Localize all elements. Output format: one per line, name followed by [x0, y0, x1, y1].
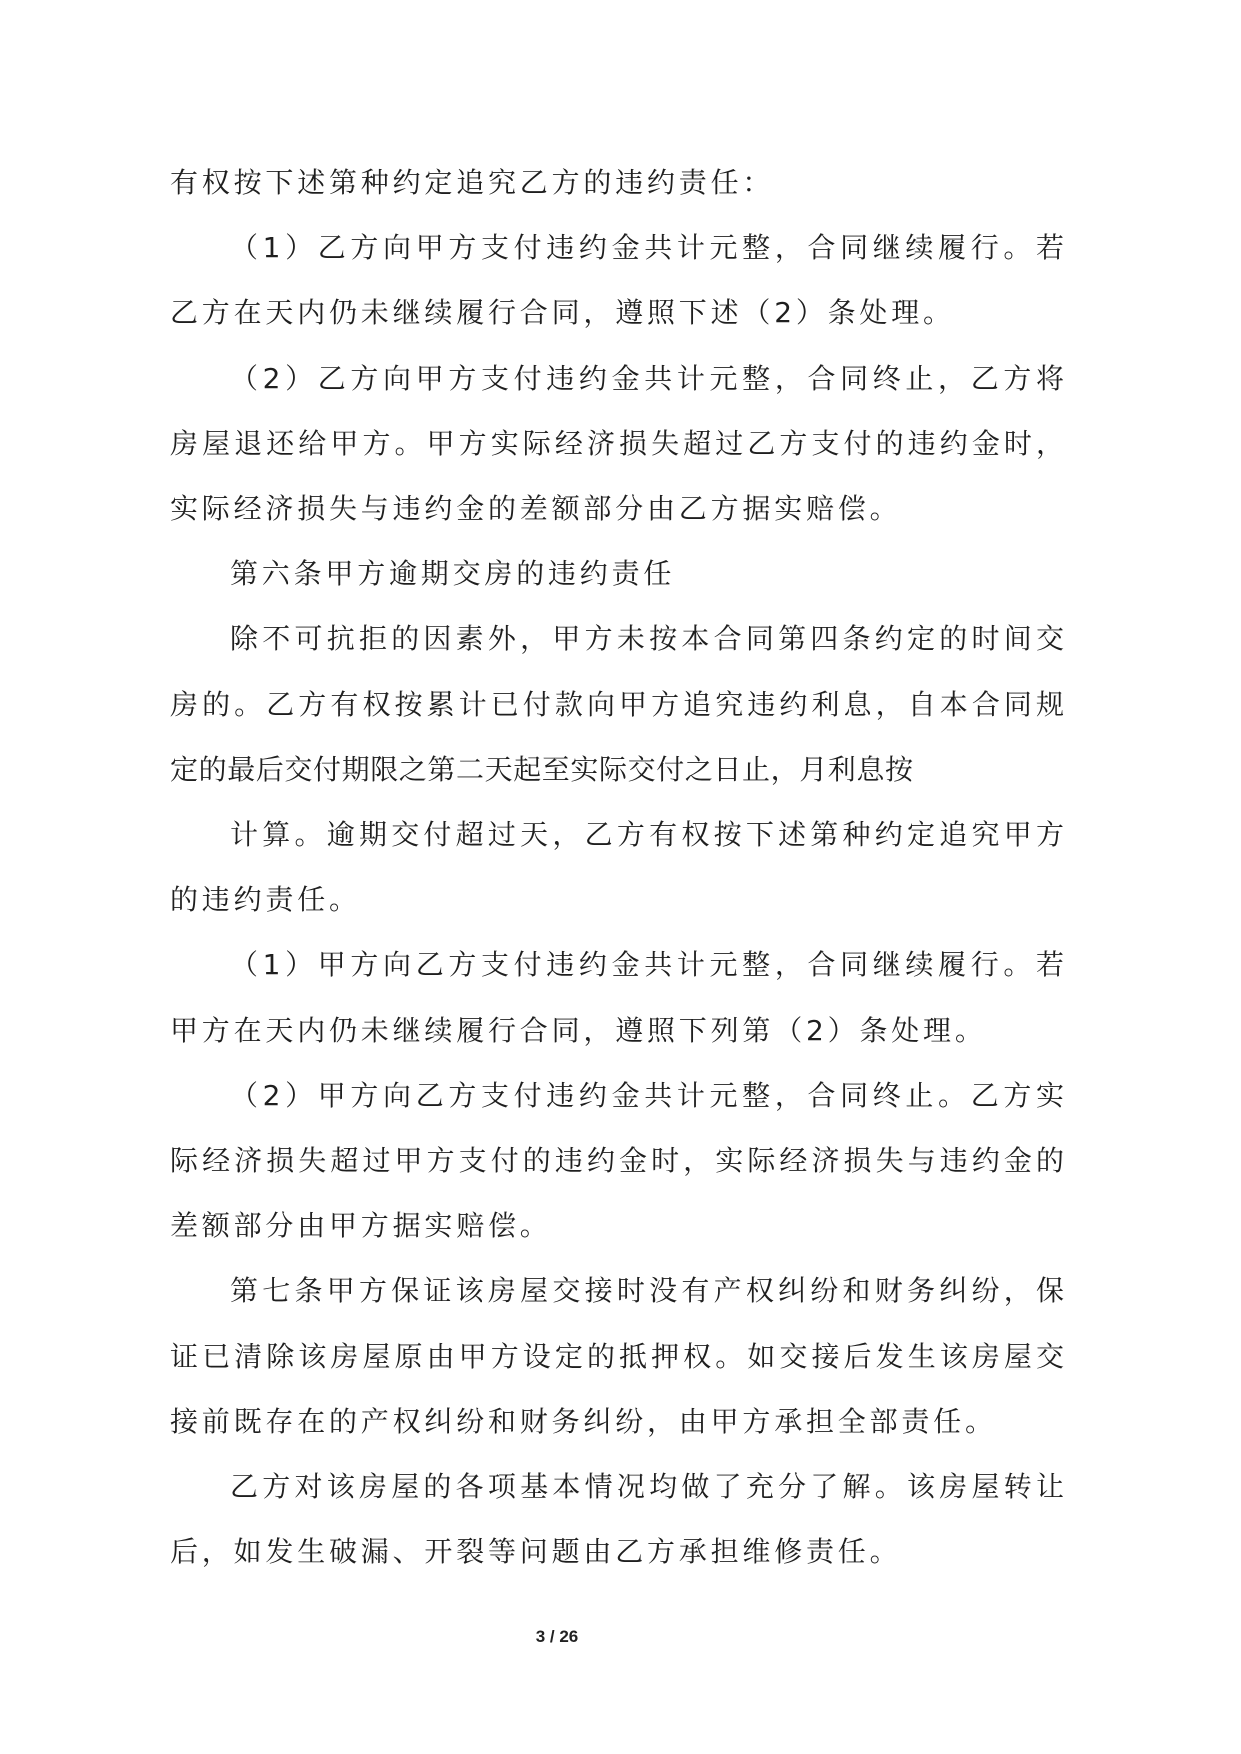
text-line: 后，如发生破漏、开裂等问题由乙方承担维修责任。: [170, 1535, 902, 1568]
text-line: 房屋退还给甲方。甲方实际经济损失超过乙方支付的违约金时，: [170, 427, 1066, 460]
text-line: 乙方对该房屋的各项基本情况均做了充分了解。该房屋转让: [230, 1470, 1066, 1503]
text-line: 差额部分由甲方据实赔偿。: [170, 1209, 552, 1242]
text-line: 际经济损失超过甲方支付的违约金时，实际经济损失与违约金的: [170, 1144, 1066, 1177]
page-number: 3 / 26: [535, 1627, 579, 1646]
text-line: （1）甲方向乙方支付违约金共计元整，合同继续履行。若: [230, 948, 1066, 981]
text-line: （2）乙方向甲方支付违约金共计元整，合同终止，乙方将: [230, 362, 1066, 395]
text-line: 定的最后交付期限之第二天起至实际交付之日止，月利息按: [170, 753, 914, 786]
text-line: 房的。乙方有权按累计已付款向甲方追究违约利息，自本合同规: [170, 688, 1066, 721]
text-line: 实际经济损失与违约金的差额部分由乙方据实赔偿。: [170, 492, 902, 525]
text-line: （2）甲方向乙方支付违约金共计元整，合同终止。乙方实: [230, 1079, 1066, 1112]
section-heading: 第七条甲方保证该房屋交接时没有产权纠纷和财务纠纷，保: [230, 1274, 1066, 1307]
text-line: 的违约责任。: [170, 883, 361, 916]
text-line: 乙方在天内仍未继续履行合同，遵照下述（2）条处理。: [170, 296, 955, 329]
text-line: （1）乙方向甲方支付违约金共计元整，合同继续履行。若: [230, 231, 1066, 264]
text-line: 证已清除该房屋原由甲方设定的抵押权。如交接后发生该房屋交: [170, 1340, 1066, 1373]
text-line: 有权按下述第种约定追究乙方的违约责任：: [170, 166, 775, 199]
text-line: 甲方在天内仍未继续履行合同，遵照下列第（2）条处理。: [170, 1014, 987, 1047]
text-line: 除不可抗拒的因素外，甲方未按本合同第四条约定的时间交: [230, 622, 1066, 655]
text-line: 计算。逾期交付超过天，乙方有权按下述第种约定追究甲方: [230, 818, 1066, 851]
text-line: 接前既存在的产权纠纷和财务纠纷，由甲方承担全部责任。: [170, 1405, 997, 1438]
section-heading: 第六条甲方逾期交房的违约责任: [230, 557, 676, 590]
